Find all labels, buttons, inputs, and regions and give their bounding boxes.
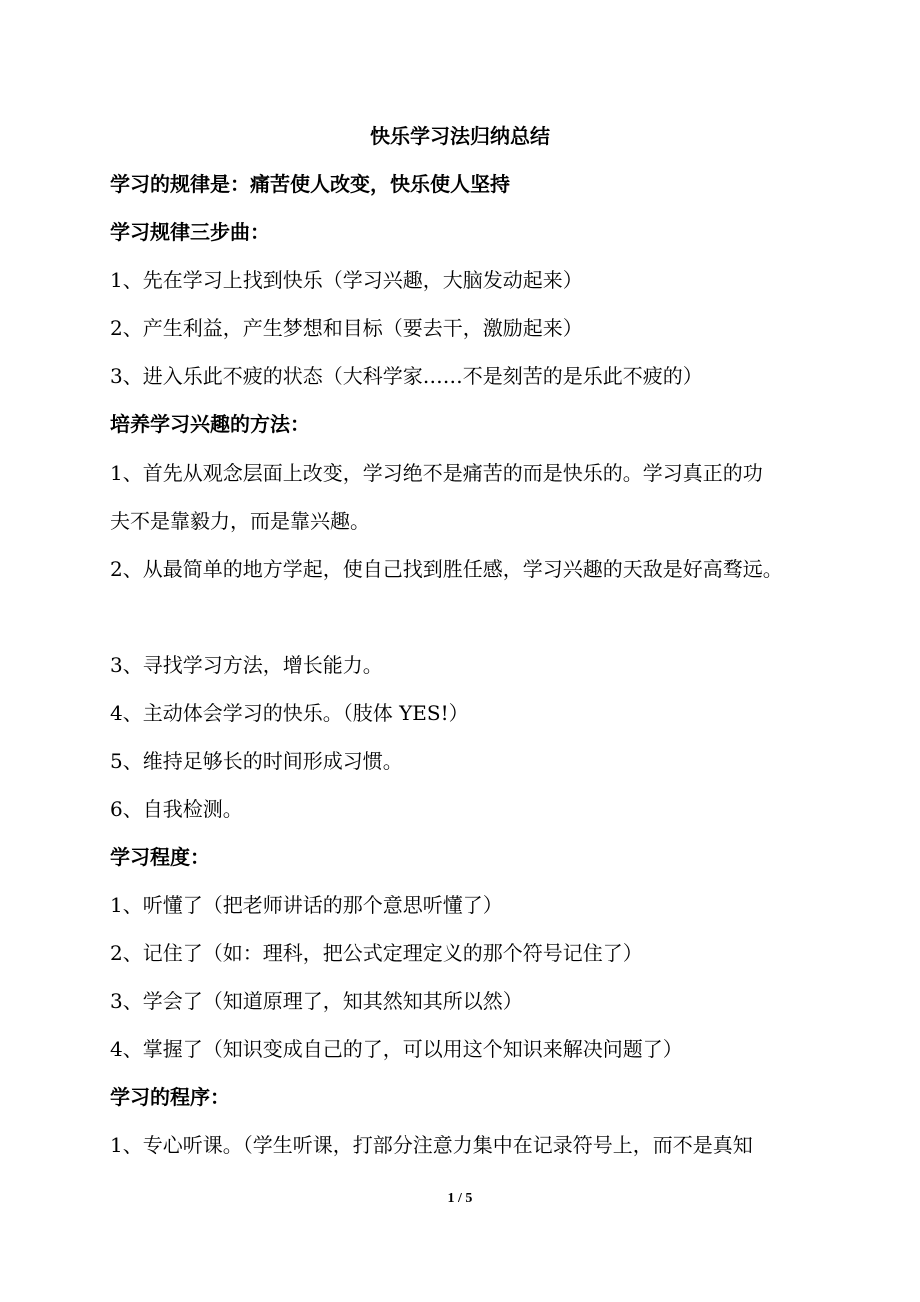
paragraph-line: 5、维持足够长的时间形成习惯。 [110, 749, 403, 773]
paragraph-line: 4、掌握了（知识变成自己的了，可以用这个知识来解决问题了） [110, 1037, 683, 1061]
paragraph-line: 2、从最简单的地方学起，使自己找到胜任感，学习兴趣的天敌是好高骛远。 [110, 557, 783, 581]
paragraph-line: 1、听懂了（把老师讲话的那个意思听懂了） [110, 893, 503, 917]
paragraph-line: 1、专心听课。（学生听课，打部分注意力集中在记录符号上，而不是真知 [110, 1133, 753, 1157]
paragraph-line: 6、自我检测。 [110, 797, 243, 821]
section-heading-three-steps: 学习规律三步曲： [110, 220, 270, 244]
section-heading-learning-procedure: 学习的程序： [110, 1085, 230, 1109]
section-heading-rule: 学习的规律是：痛苦使人改变，快乐使人坚持 [110, 172, 510, 196]
paragraph-line: 1、首先从观念层面上改变，学习绝不是痛苦的而是快乐的。学习真正的功 [110, 461, 763, 485]
paragraph-line: 1、先在学习上找到快乐（学习兴趣，大脑发动起来） [110, 268, 583, 292]
section-heading-learning-levels: 学习程度： [110, 845, 210, 869]
section-heading-interest-methods: 培养学习兴趣的方法： [110, 412, 310, 436]
page-number: 1 / 5 [447, 1191, 473, 1206]
paragraph-line: 3、学会了（知道原理了，知其然知其所以然） [110, 989, 523, 1013]
paragraph-line: 3、寻找学习方法，增长能力。 [110, 653, 383, 677]
paragraph-line: 2、产生利益，产生梦想和目标（要去干，激励起来） [110, 316, 583, 340]
paragraph-line: 4、主动体会学习的快乐。（肢体 YES!） [110, 701, 469, 725]
paragraph-line: 2、记住了（如：理科，把公式定理定义的那个符号记住了） [110, 941, 643, 965]
paragraph-line: 3、进入乐此不疲的状态（大科学家……不是刻苦的是乐此不疲的） [110, 364, 703, 388]
document-title: 快乐学习法归纳总结 [370, 124, 550, 148]
paragraph-line: 夫不是靠毅力，而是靠兴趣。 [110, 509, 370, 533]
